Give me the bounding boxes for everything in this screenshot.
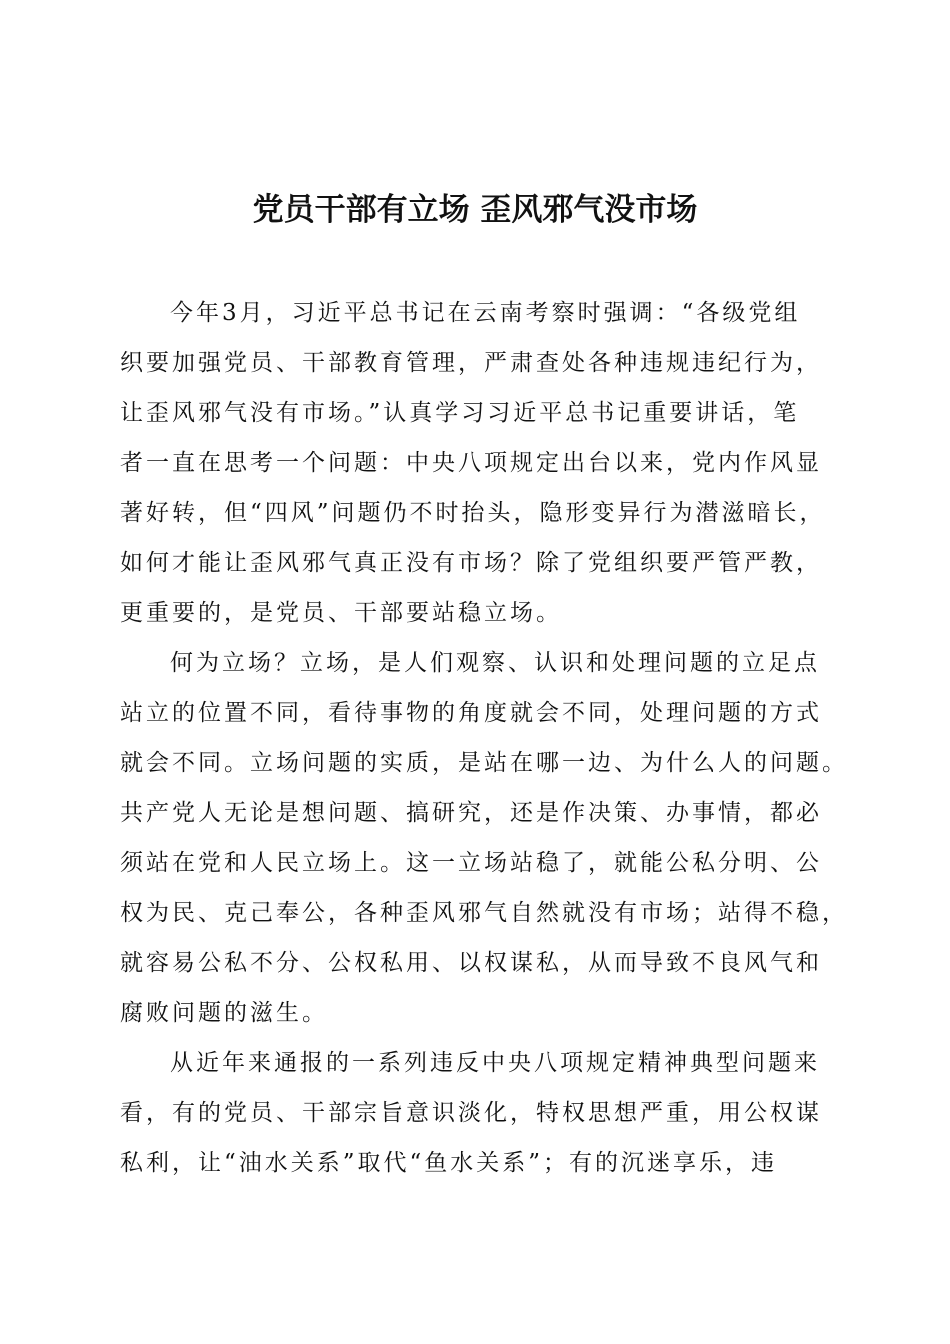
text-line: 织要加强党员、干部教育管理，严肃查处各种违规违纪行为， [120, 350, 822, 376]
text-line: 如何才能让歪风邪气真正没有市场？除了党组织要严管严教， [120, 550, 822, 576]
text-line: 私利，让“油水关系”取代“鱼水关系”；有的沉迷享乐，违 [120, 1150, 778, 1176]
paragraph-1 [120, 288, 840, 638]
text-line: 就会不同。立场问题的实质，是站在哪一边、为什么人的问题。 [120, 750, 848, 776]
paragraph-2 [120, 638, 848, 1038]
document-title: 党员干部有立场 歪风邪气没市场 [252, 192, 698, 228]
text-line: 著好转，但“四风”问题仍不时抬头，隐形变异行为潜滋暗长， [120, 500, 826, 526]
text-line: 共产党人无论是想问题、搞研究，还是作决策、办事情，都必 [120, 800, 822, 826]
text-line: 腐败问题的滋生。 [120, 1000, 328, 1026]
text-line: 就容易公私不分、公权私用、以权谋私，从而导致不良风气和 [120, 950, 822, 976]
text-line: 须站在党和人民立场上。这一立场站稳了，就能公私分明、公 [120, 850, 822, 876]
text-line: 从近年来通报的一系列违反中央八项规定精神典型问题来 [170, 1050, 820, 1076]
text-line: 让歪风邪气没有市场。”认真学习习近平总书记重要讲话，笔 [120, 400, 800, 426]
paragraph-3 [120, 1038, 840, 1188]
text-line: 权为民、克己奉公，各种歪风邪气自然就没有市场；站得不稳， [120, 900, 848, 926]
text-line: 者一直在思考一个问题：中央八项规定出台以来，党内作风显 [120, 450, 822, 476]
text-line: 今年3月，习近平总书记在云南考察时强调：“各级党组 [170, 300, 801, 326]
document-body [120, 288, 848, 1188]
text-line: 何为立场？立场，是人们观察、认识和处理问题的立足点 [170, 650, 820, 676]
text-line: 更重要的，是党员、干部要站稳立场。 [120, 600, 562, 626]
text-line: 站立的位置不同，看待事物的角度就会不同，处理问题的方式 [120, 700, 822, 726]
text-line: 看，有的党员、干部宗旨意识淡化，特权思想严重，用公权谋 [120, 1100, 822, 1126]
